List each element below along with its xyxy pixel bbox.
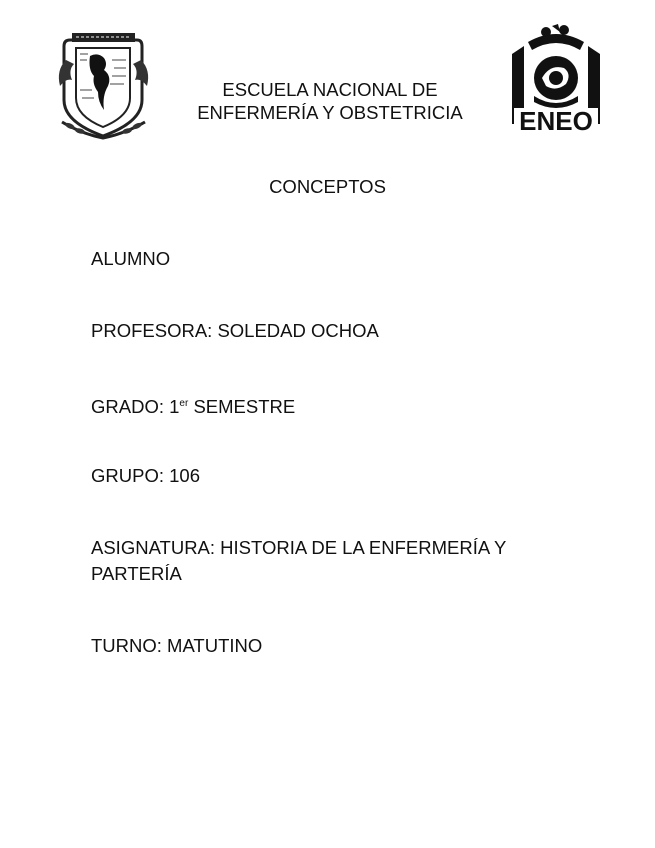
field-alumno: ALUMNO <box>91 248 171 269</box>
field-turno: TURNO: MATUTINO <box>91 635 263 656</box>
school-name-line-1: ESCUELA NACIONAL DE <box>222 79 438 100</box>
page-title: CONCEPTOS <box>269 176 386 197</box>
school-name <box>160 78 500 124</box>
grado-suffix: SEMESTRE <box>188 396 296 417</box>
field-asignatura: ASIGNATURA: HISTORIA DE LA ENFERMERÍA Y PARTERÍA <box>91 537 506 584</box>
field-grupo: GRUPO: 106 <box>91 465 200 486</box>
school-name-line-2: ENFERMERÍA Y OBSTETRICIA <box>197 102 463 123</box>
eneo-logo-icon <box>506 24 606 134</box>
field-grado <box>91 391 561 420</box>
grado-prefix: GRADO: 1 <box>91 396 180 417</box>
grado-superscript: er <box>179 398 189 409</box>
field-profesora: PROFESORA: SOLEDAD OCHOA <box>91 320 379 341</box>
unam-shield-icon <box>52 30 155 142</box>
eneo-logo-text: ENEO <box>519 106 593 134</box>
